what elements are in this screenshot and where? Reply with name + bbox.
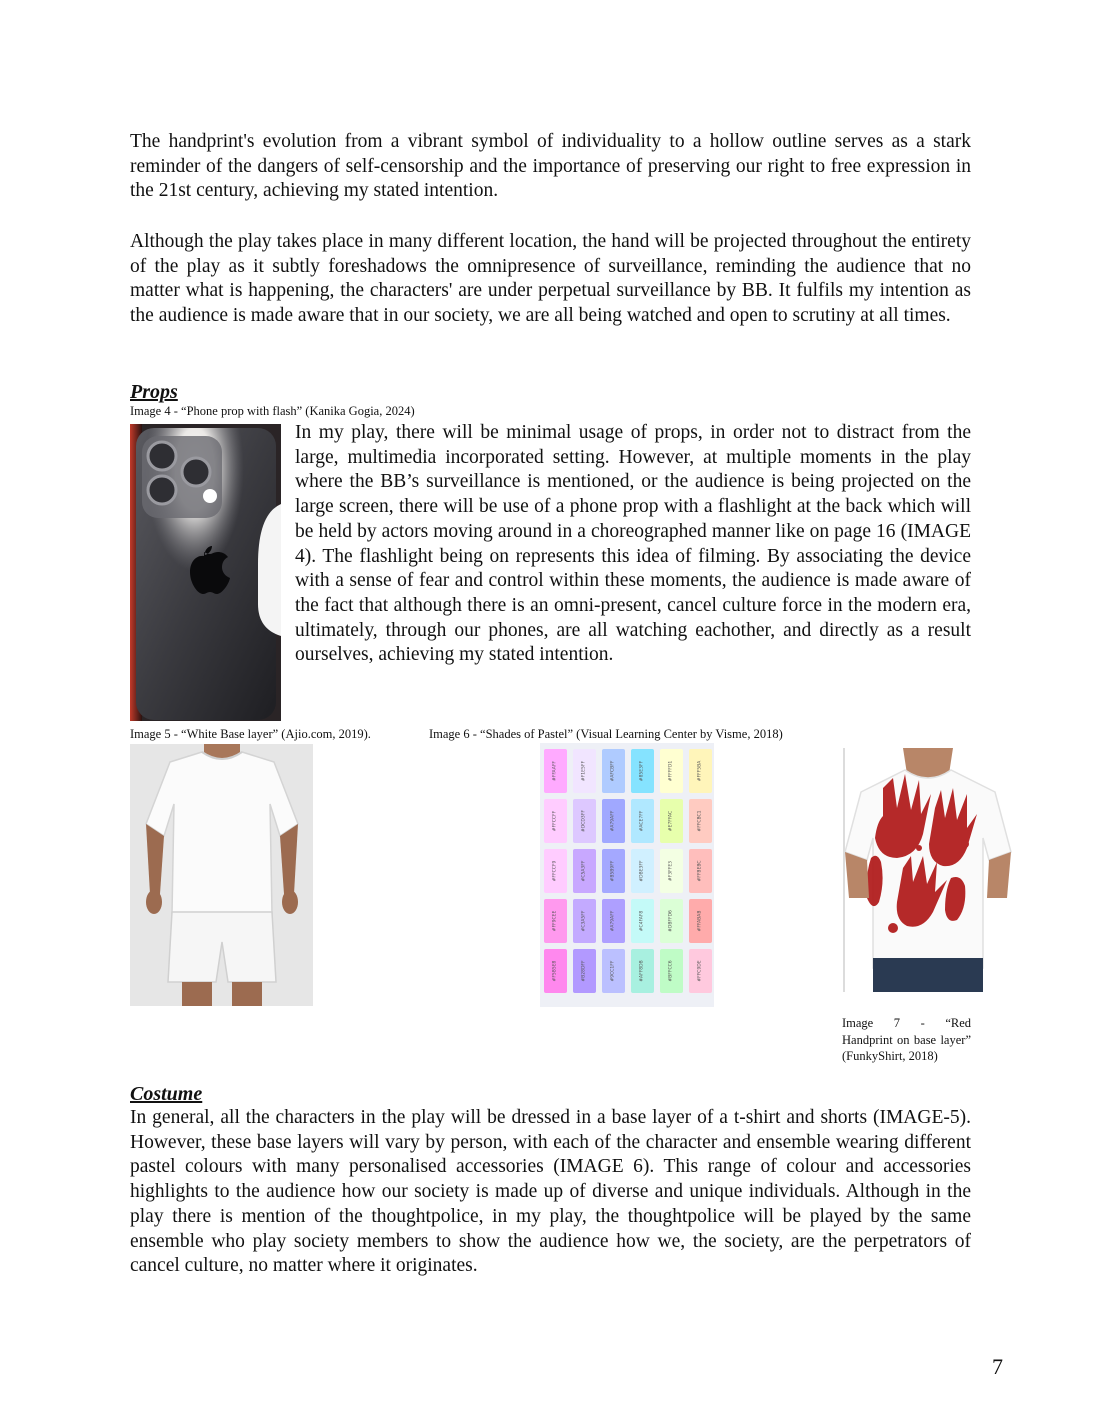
- palette-swatch-code: #FFABAB: [697, 910, 703, 932]
- palette-swatch-code: #F5B5E8: [552, 960, 558, 982]
- palette-swatch-code: #A79AFF: [610, 810, 616, 832]
- palette-swatch-code: #FFCCFF: [552, 810, 558, 832]
- red-handprint-tshirt-image: [843, 748, 1013, 992]
- palette-swatch-code: #FFFFD1: [668, 760, 674, 782]
- costume-heading: Costume: [130, 1083, 203, 1105]
- props-description: In my play, there will be minimal usage of props, in order not to distract from the large, multimedia incorporated setting. However, at multiple moments in the play where the BB’s surveillance is mentioned, or the audience is being projected on the large screen, there will be use of a phone prop with a flashlight at the back which will be held by actors moving around in a choreographed manner like on page 16 (IMAGE 4). The flashlight being on represents this idea of filming. By associating the device with a sense of fear and control within these moments, the audience is made aware of the fact that although there is an omni-present, cancel culture force in the modern era, ultimately, through our phones, are all watching eachother, and directly as a result ourselves, achieving my stated intention.: [295, 422, 971, 666]
- palette-swatch-code: #BFFCC6: [668, 960, 674, 982]
- palette-swatch-code: #FF9CEE: [552, 910, 558, 932]
- paragraph-surveillance: Although the play takes place in many different location, the hand will be projected throughout the entirety of the play as it subtly foreshadows the omnipresence of surveillance, reminding the audience that no matter what is happening, the characters' are under perpetual surveillance by BB. It fulfils my intention as the audience is made aware that in our society, we are all being watched and open to scrutiny at all times.: [130, 231, 971, 327]
- palette-swatch-code: #F3FFE3: [668, 860, 674, 882]
- handprint-tshirt-illustration: [843, 748, 1013, 992]
- palette-swatch-code: #B28DFF: [581, 960, 587, 982]
- palette-swatch-code: #C4FAF8: [639, 910, 645, 932]
- palette-swatch-code: #E7FFAC: [668, 810, 674, 832]
- pastel-palette-chart: [540, 743, 714, 1007]
- palette-swatch-code: #B5B9FF: [610, 860, 616, 882]
- palette-swatch-code: #F1E5FF: [581, 760, 587, 782]
- palette-swatch-code: #DCD3FF: [581, 810, 587, 832]
- costume-description: In general, all the characters in the play will be dressed in a base layer of a t-shirt and shorts (IMAGE-5). However, these base layers will vary by person, with each of the character and ensemble wearing different pastel colours with many personalised accessories (IMAGE 6). This range of colour and accessories highlights to the audience how our society is made up of diverse and unique individuals. Although in the play there is mention of the thoughtpolice, in my play, the thoughtpolice will be played by the same ensemble who play society members to show the audience how we, the society, are the perpetrators of cancel culture, no matter where it originates.: [130, 1107, 971, 1277]
- page-number: 7: [992, 1354, 1003, 1379]
- phone-prop-image: [130, 424, 281, 721]
- palette-swatch-code: #DBE3FF: [639, 860, 645, 882]
- palette-swatch-code: #C5A3FF: [581, 860, 587, 882]
- pastel-shades-image: [540, 743, 714, 1007]
- palette-swatch-code: #FFAAFF: [552, 761, 558, 781]
- image4-caption: Image 4 - “Phone prop with flash” (Kanika Gogia, 2024): [130, 404, 415, 418]
- palette-swatch-code: #AFCBFF: [610, 760, 616, 782]
- phone-illustration: [130, 424, 281, 721]
- palette-swatch-code: #FFBEBC: [697, 860, 703, 882]
- image6-caption: Image 6 - “Shades of Pastel” (Visual Learning Center by Visme, 2018): [429, 727, 783, 741]
- image5-caption: Image 5 - “White Base layer” (Ajio.com, 2019).: [130, 727, 371, 741]
- palette-swatch-code: #FFC9DE: [697, 960, 703, 982]
- image7-caption: Image 7 - “Red Handprint on base layer” (FunkyShirt, 2018): [842, 1016, 971, 1063]
- palette-swatch-code: #DBFFD6: [668, 910, 674, 932]
- palette-swatch-code: #C3A5FF: [581, 910, 587, 932]
- paragraph-handprint-evolution: The handprint's evolution from a vibrant symbol of individuality to a hollow outline serves as a stark reminder of the dangers of self-censorship and the importance of preserving our right to free expression in the 21st century, achieving my stated intention.: [130, 131, 971, 202]
- palette-swatch-code: #85E3FF: [639, 760, 645, 782]
- palette-swatch-code: #A79AFF: [610, 910, 616, 932]
- white-tshirt-shorts-illustration: [130, 744, 313, 1006]
- palette-swatch-code: #AFF8DB: [639, 960, 645, 982]
- palette-swatch-code: #ACE7FF: [639, 810, 645, 832]
- props-heading: Props: [130, 381, 178, 403]
- white-base-layer-image: [130, 744, 313, 1006]
- palette-swatch-code: #FFF5BA: [697, 760, 703, 782]
- palette-swatch-code: #9CC1FF: [610, 960, 616, 982]
- palette-swatch-code: #FFCCF9: [552, 860, 558, 882]
- palette-swatch-code: #FFCBC1: [697, 810, 703, 832]
